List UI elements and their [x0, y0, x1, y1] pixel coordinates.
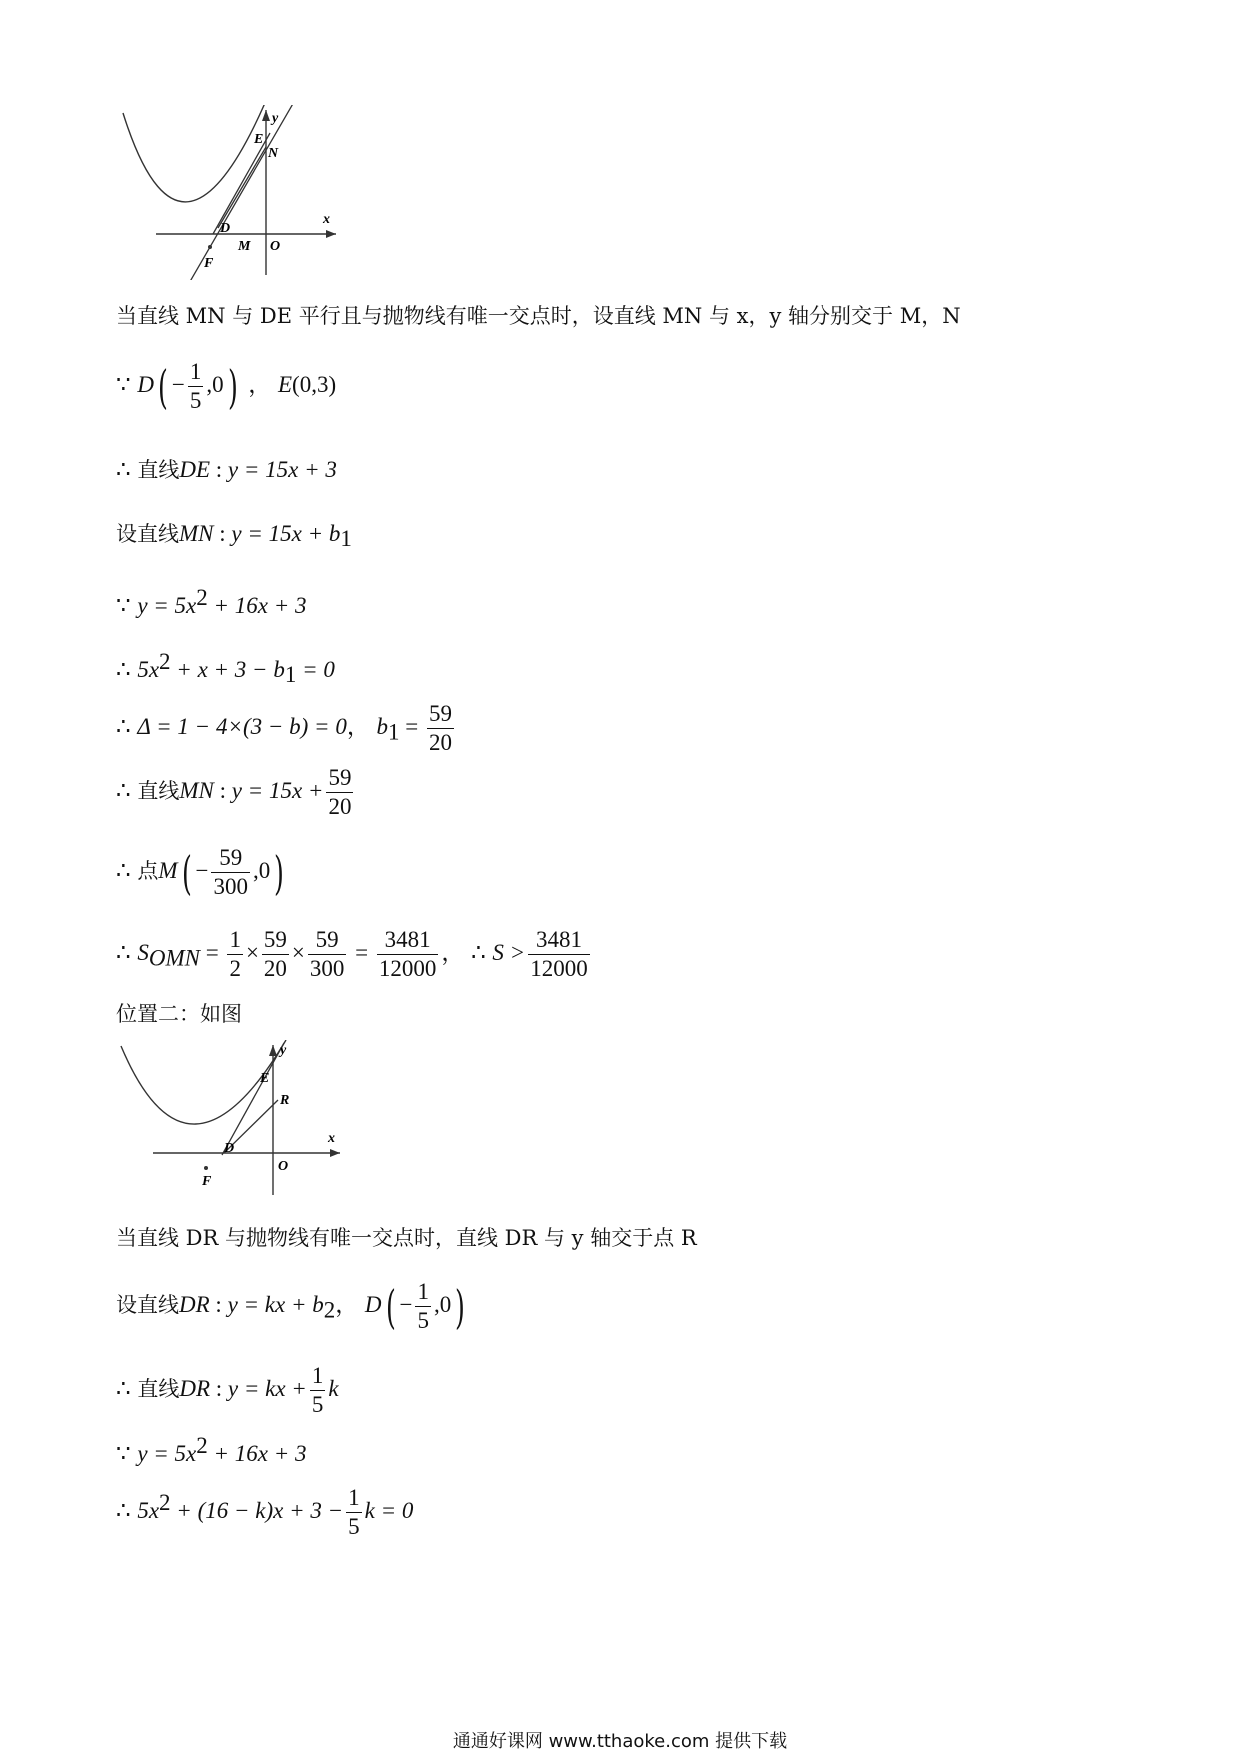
- fig2-label-x: x: [328, 1131, 335, 1146]
- footer-source: 通通好课网 www.tthaoke.com 提供下载: [452, 1731, 788, 1752]
- eq-delta-b1: ∴ Δ = 1 − 4×(3 − b) = 0， $b_1$ = $\frac{59}{20}$: [116, 701, 453, 756]
- fig1-label-F: F: [204, 256, 214, 271]
- eq-points-D-E: ∵ D( − $\frac{1}{5}$ ,0) ， E(0,3): [116, 359, 337, 414]
- eq-parabola-1: ∵ $y = 5x^2 + 16x + 3$: [116, 585, 307, 618]
- eq-area-S: ∴ $S_{OMN}$ = $\frac{1}{2}$ × $\frac{59}{20}$ × $\frac{59}{300}$ = $\frac{3481}{12000}$ ， ∴ S > $\frac{3481}{12000}$: [116, 927, 588, 982]
- figure-2-parabola: [118, 1040, 358, 1210]
- fig2-label-O: O: [278, 1159, 289, 1174]
- fig2-label-E: E: [260, 1071, 270, 1086]
- eq-line-MN-final: ∴ 直线MN : y = 15x + $\frac{59}{20}$: [116, 765, 352, 820]
- fig1-label-y: y: [272, 111, 279, 126]
- heading-position-2: 位置二：如图: [116, 1002, 242, 1026]
- eq-line-DR: ∴ 直线DR : y = kx + $\frac{1}{5}$ k: [116, 1363, 339, 1418]
- fig1-label-E: E: [254, 132, 264, 147]
- eq-parabola-2: ∵ $y = 5x^2 + 16x + 3$: [116, 1433, 307, 1466]
- fig2-label-R: R: [280, 1093, 290, 1108]
- fig2-label-y: y: [280, 1043, 287, 1058]
- eq-discriminant-setup-2: ∴ $5x^2 + (16 - k)x + 3$ − $\frac{1}{5}$ k = 0: [116, 1485, 414, 1540]
- eq-point-M: ∴ 点M( − $\frac{59}{300}$ ,0): [116, 845, 285, 900]
- eq-line-DR-set: 设直线DR : y = kx + $b_2$， D( − $\frac{1}{5}$ ,0): [116, 1279, 466, 1334]
- eq-line-MN-set: 设直线MN : $y = 15x + b_1$: [116, 521, 352, 552]
- fig1-label-x: x: [323, 212, 330, 227]
- eq-discriminant-setup-1: ∴ $5x^2 + x + 3 - b_1 = 0$: [116, 649, 335, 688]
- text-line-2: 当直线 DR 与抛物线有唯一交点时，直线 DR 与 y 轴交于点 R: [116, 1226, 697, 1250]
- eq-line-DE: ∴ 直线DE : y = 15x + 3: [116, 457, 337, 482]
- fig1-label-O: O: [270, 239, 281, 254]
- fig2-label-D: D: [224, 1141, 235, 1156]
- fig2-label-F: F: [202, 1174, 212, 1189]
- text-line-1: 当直线 MN 与 DE 平行且与抛物线有唯一交点时，设直线 MN 与 x，y 轴分别交于 M，N: [116, 304, 961, 328]
- fig1-label-M: M: [238, 239, 251, 254]
- figure-1-parabola: [118, 105, 358, 280]
- fig1-label-N: N: [268, 146, 279, 161]
- fig1-label-D: D: [220, 221, 231, 236]
